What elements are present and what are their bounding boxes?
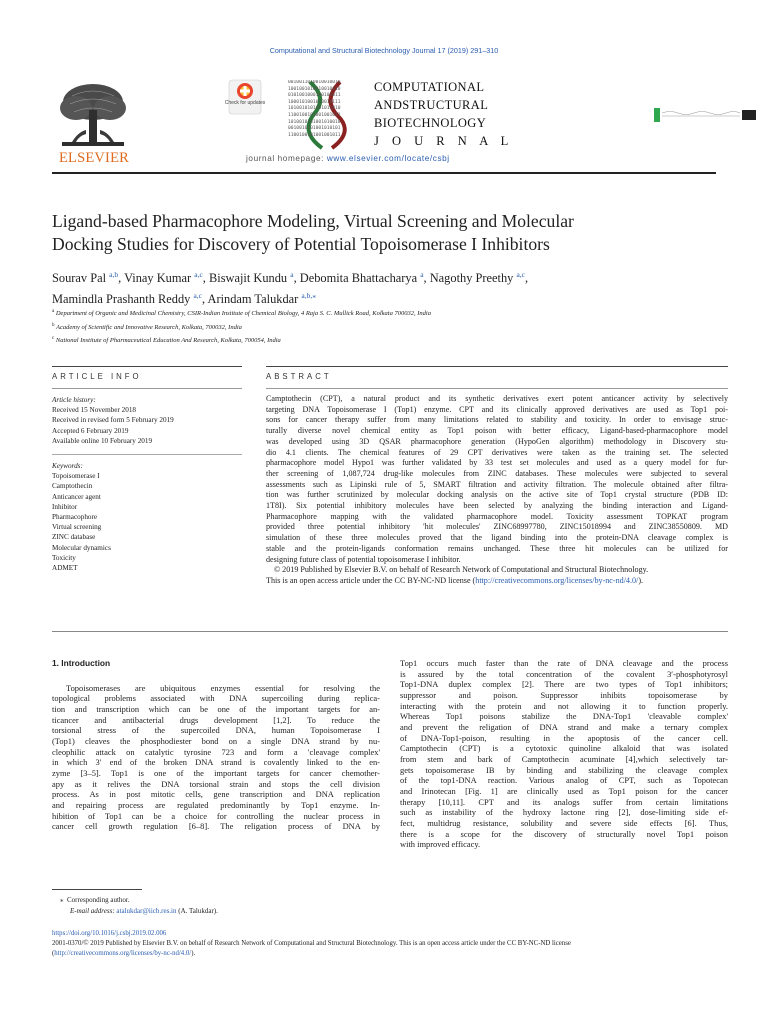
author-name: Biswajit Kundu	[208, 271, 291, 286]
author-name: Debomita Bhattacharya	[299, 271, 421, 286]
keyword-item: Anticancer agent	[52, 492, 101, 501]
body-line: fect, multidrug resistance, solubility and severe side effects [6]. Thus,	[400, 817, 728, 828]
binary-row: 1010010101001010010	[288, 119, 341, 125]
body-line: Top1 occurs much faster than the rate of DNA cleavage and the process	[400, 658, 728, 668]
binary-row: 0010010101001010101	[288, 126, 341, 132]
binary-digits	[288, 80, 372, 150]
body-line: hibition of Top1 can be a choice for controlling the nuclear process in	[52, 810, 380, 821]
abstract-body	[266, 394, 728, 587]
body-line: and prevent the religation of DNA strand and make a ternary complex	[400, 721, 728, 732]
abstract-line: was developed using 3D QSAR pharmacophore generation (HypoGen algorithm) methodology in Discovery stu-	[266, 436, 728, 446]
article-info	[52, 395, 242, 573]
footer-copyright: 2001-0370/© 2019 Published by Elsevier B.V. on behalf of Research Network of Computational and Structural Biotechnology. This is an open access article under the CC BY-NC-ND license	[52, 940, 571, 947]
body-line: topological problems associated with DNA supercoiling during replica-	[52, 693, 380, 704]
abstract-line: Pharmacophore mapping with the validated pharmacophore model. Toxicity assessment TOPKAT program	[266, 511, 728, 521]
abstract-license: This is an open access article under the CC BY-NC-ND license (http://creativecommons.org/licenses/by-nc-nd/4.0/).	[266, 575, 644, 585]
homepage-link[interactable]: www.elsevier.com/locate/csbj	[326, 154, 450, 163]
body-line: and repairing process are regulated predominantly by Top1 enzyme. In-	[52, 799, 380, 810]
doi-link[interactable]: https://doi.org/10.1016/j.csbj.2019.02.006	[52, 930, 167, 937]
affiliation-mark: c	[52, 336, 55, 342]
affiliation-mark: b	[52, 322, 55, 328]
body-line: Topoisomerases are ubiquitous enzymes essential for resolving the	[66, 682, 380, 693]
article-info-heading: ARTICLE INFO	[52, 372, 142, 381]
abstract-line: dio 4.1 clients. The chemical features of 29 CPT derivatives were taken as the training set. The selected	[266, 447, 728, 457]
keyword-item: Camptothecin	[52, 482, 93, 491]
body-line: such as instability of the hydroxy lactone ring [2], dose-limiting side ef-	[400, 807, 728, 818]
binary-row: 1100100101001001011	[288, 112, 341, 118]
abstract-copyright: © 2019 Published by Elsevier B.V. on behalf of Research Network of Computational and Structural Biotechnology.	[274, 565, 649, 575]
binary-row: 1001001010010010010	[288, 86, 341, 92]
author-name: Mamindla Prashanth Reddy	[52, 292, 194, 307]
footer-license-link[interactable]: http://creativecommons.org/licenses/by-nc-nd/4.0/	[54, 950, 192, 957]
abstract-line: stable and the protein-ligands conformation remains unchanged. These three hit molecules can be utilized for	[266, 543, 728, 553]
info-top-rule	[52, 366, 242, 367]
abstract-line: targeting DNA Topoisomerase I (Top1) enzyme. CPT and its clinically approved derivatives are used as Top1 poi-	[266, 404, 728, 414]
keywords-label: Keywords:	[52, 462, 83, 471]
body-line: cancer cell growth regulation [6–8]. The religation process of DNA by	[52, 821, 380, 832]
author-affiliation-mark[interactable]: a	[290, 270, 294, 279]
author-affiliation-mark[interactable]: a	[420, 270, 424, 279]
history-item: Received in revised form 5 February 2019	[52, 416, 174, 425]
body-line: in which 3′ end of the broken DNA strand is covalently linked to the en-	[52, 757, 380, 768]
keyword-item: ZINC database	[52, 533, 96, 542]
abstract-line: assessments such as Lipinski rule of 5, SMART filtration and activity filtration. The molecule obtained after filtra-	[266, 479, 728, 489]
journal-title: COMPUTATIONAL ANDSTRUCTURAL BIOTECHNOLOGY J O U R N A L	[374, 80, 514, 148]
binary-row: 0010011010010010010	[288, 80, 341, 85]
body-line: cleophilic attack on catalytic tyrosine 723 and form a 'cleavage complex'	[52, 746, 380, 757]
author-affiliation-mark[interactable]: a,c	[194, 270, 203, 279]
header-rule	[52, 172, 716, 174]
author-name: Nagothy Preethy	[429, 271, 517, 286]
body-line: tion and transcription which can be one of the important targets for an-	[52, 703, 380, 714]
history-label: Article history:	[52, 396, 96, 404]
body-line: Top1-DNA duplex complex [2]. There are two types of Top1 inhibitors;	[400, 679, 728, 690]
affiliation-line: $^c$ National Institute of Pharmaceutical Education And Research, Kolkata, 700054, India	[52, 336, 281, 345]
body-line: torsional stress of the supercoiled DNA, human Topoisomerase I	[52, 725, 380, 736]
info-divider	[52, 454, 242, 455]
abstract-line: Camptothecin (CPT), a natural product and its synthetic derivatives exert potent anticancer activity by selectively	[266, 394, 728, 403]
abstract-sub-rule	[266, 388, 728, 389]
abstract-line: sons for cancer therapy suffer from many limitations related to stability and toxicity. In order to envisage struc-	[266, 415, 728, 425]
body-line: therapy [10,11]. CPT and its analogs suffer from certain limitations	[400, 796, 728, 807]
body-line: and Irinotecan [Fig. 1] are clinically used as Top1 poison for the cancer	[400, 785, 728, 796]
body-line: Camptothecin (CPT) is a cytotoxic quinoline alkaloid that was isolated	[400, 743, 728, 754]
abstract-line: 1T8I). Six potential inhibitory molecules have been selected by analyzing the binding interaction and Ligand-	[266, 501, 728, 511]
affiliations	[52, 306, 692, 347]
author-affiliation-mark[interactable]: a,c	[516, 270, 525, 279]
body-line: zyme [3–5]. Top1 is one of the important targets for cancer chemother-	[52, 767, 380, 778]
abstract-heading: ABSTRACT	[266, 372, 332, 381]
body-line: gets topoisomerase IB by binding and stabilizing the cleavage complex	[400, 764, 728, 775]
affiliation-line: $^b$ Academy of Scientific and Innovative Research, Kolkata, 700032, India	[52, 322, 242, 331]
intro-left-column	[52, 658, 380, 832]
binary-row: 1100100101001001011	[288, 132, 341, 138]
elsevier-wordmark: ELSEVIER	[58, 150, 130, 166]
info-sub-rule	[52, 388, 242, 389]
body-line: of the top1-DNA reaction. Various analog of CPT, such as Topotecan	[400, 775, 728, 786]
keyword-item: Toxicity	[52, 553, 76, 562]
author-name: Arindam Talukdar	[207, 292, 302, 307]
abstract-line: simulation of these three molecules proved that the ligand binding into the protein-DNA cleavage complex is	[266, 533, 728, 543]
affiliation-mark: a	[52, 309, 55, 314]
body-line: interacting with the protein and not allowing it to function properly.	[400, 700, 728, 711]
page-footer: https://doi.org/10.1016/j.csbj.2019.02.006 2001-0370/© 2019 Published by Elsevier B.V. on behalf of Research Network of Computational and Structural Biotechnology. This is an open access article under the CC BY-NC-ND license (http://creativecommons.org/licenses/by-nc-nd/4.0/).	[52, 929, 732, 959]
section-heading-introduction: 1. Introduction	[52, 658, 111, 668]
body-line: of DNA-Top1-poison, resulting in the apoptosis of the cancer cell.	[400, 732, 728, 743]
footnote-rule	[52, 889, 142, 890]
history-item: Accepted 6 February 2019	[52, 426, 129, 435]
intro-right-column	[400, 658, 728, 850]
body-line: suppressor and poison. Suppressor inhibits topoisomerase by	[400, 689, 728, 700]
affiliation-line: $^a$ Department of Organic and Medicinal Chemistry, CSIR-Indian Institute of Chemical Biology, 4 Raja S. C. Mullick Road, Kolkata 700032, India	[52, 309, 431, 318]
keyword-item: Inhibitor	[52, 502, 78, 511]
author-name: Sourav Pal	[52, 271, 110, 286]
author-affiliation-mark[interactable]: a,b,⁎	[301, 291, 316, 301]
body-line: ticancer and antibacterial drugs development [1,2]. To reduce the	[52, 714, 380, 725]
body-line: from stem and bark of Camptothecin acuminate [4],which selectively tar-	[400, 753, 728, 764]
abstract-line: ther screening of 1,087,724 drug-like molecules from ZINC databases. These molecules were subjected to several	[266, 468, 728, 478]
binary-row: 1000101001010010111	[288, 99, 341, 105]
keyword-item: Pharmacophore	[52, 513, 98, 522]
body-line: with improved efficacy.	[400, 839, 481, 850]
author-affiliation-mark[interactable]: a,b	[109, 270, 119, 279]
crossmark-label: Check for updates	[224, 100, 266, 106]
abstract-line: turally diverse novel chemical entity as Top1 poison with better efficacy, Ligand-based-pharmacophore model	[266, 426, 728, 436]
abstract-line: pharmacophore model Hypo1 was further validated by 33 test set molecules and used as a query model for fur-	[266, 458, 728, 468]
abstract-top-rule	[266, 366, 728, 367]
abstract-line: tion was further scrutinized by molecular docking analysis on the active site of Top1 crystal structure (PDB ID:	[266, 490, 728, 500]
keyword-item: Molecular dynamics	[52, 543, 111, 552]
body-line: process. As in post mitotic cells, gene transcription and DNA replication	[52, 789, 380, 800]
author-name: Vinay Kumar	[124, 271, 195, 286]
crossmark-icon[interactable]	[228, 79, 262, 115]
journal-homepage	[246, 154, 450, 163]
history-item: Available online 10 February 2019	[52, 436, 153, 445]
author-list: Sourav Pal $^{a,b}$, Vinay Kumar $^{a,c}$, Biswajit Kundu $^a$, Debomita Bhattacharya $^a$, Nagothy Preethy $^{a,c}$, Mamindla Prashanth Reddy $^{a,c}$, Arindam Talukdar $^{a,b,⁎}$	[52, 270, 529, 307]
author-affiliation-mark[interactable]: a,c	[193, 291, 202, 301]
license-link[interactable]: http://creativecommons.org/licenses/by-nc-nd/4.0/	[475, 575, 639, 585]
history-item: Received 15 November 2018	[52, 406, 137, 415]
binary-row: 0101001000100101011	[288, 93, 341, 99]
keyword-item: Topoisomerase I	[52, 472, 100, 481]
article-title: Ligand-based Pharmacophore Modeling, Virtual Screening and Molecular Docking Studies for Discovery of Potential Topoisomerase I Inhibitors	[52, 211, 574, 254]
body-line: apy as it relives the DNA torsional strain and stops the cell division	[52, 778, 380, 789]
homepage-label: journal homepage:	[246, 154, 325, 163]
author-email-link[interactable]: atalukdar@iicb.res.in	[116, 906, 177, 915]
abstract-bottom-rule	[52, 631, 728, 632]
keyword-item: ADMET	[52, 564, 78, 573]
body-line: (Top1) cleaves the phosphodiester bond on a single DNA strand by nu-	[52, 735, 380, 746]
keyword-item: Virtual screening	[52, 523, 102, 532]
footnote: ⁎ Corresponding author. E-mail address: atalukdar@iicb.res.in (A. Talukdar).	[60, 896, 218, 915]
body-line: is assured by the total concentration of the covalent 3′-phosphotyrosyl	[400, 668, 728, 679]
running-head[interactable]: Computational and Structural Biotechnology Journal 17 (2019) 291–310	[269, 46, 499, 55]
body-line: Whereas Top1 poisons stabilize the DNA-Top1 'cleavable complex'	[400, 711, 728, 722]
body-line: there is a scope for the discovery of structurally novel Top1 poison	[400, 828, 728, 839]
abstract-line: designing future class of potential topoisomerase I inhibitor.	[266, 554, 461, 564]
abstract-line: provided three potential inhibitory 'hit molecules' ZINC68997780, ZINC15018994 and ZINC38550809. MD	[266, 522, 728, 532]
binary-row: 1010010101001011010	[288, 106, 341, 112]
journal-cover-thumbnail	[650, 78, 768, 160]
